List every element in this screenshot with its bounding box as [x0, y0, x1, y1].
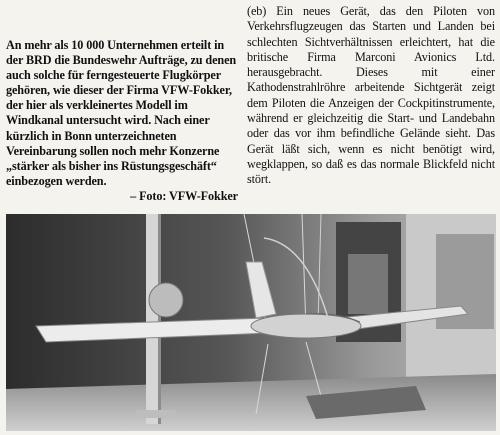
article-text: (eb) Ein neues Gerät, das den Piloten von Verkehrsflugzeugen das Starten und Landen bei schlechten Sichtverhältnissen erleichtert, hat die britische Firma Marconi Avionics Ltd. herausgebracht. Dieses mit einer Kathodenstrahlröhre arbeitende Sichtgerät zeigt dem Piloten die Anzeigen der Cockpitinstrumente, während er gleichzeitig die Start- und Landebahn oder das vor ihm befindliche Gelände sieht. Das Gerät läßt sich, wenn es nicht benötigt wird, wegklappen, so daß es das normale Blickfeld nicht stört.	[247, 4, 495, 187]
article-column	[247, 4, 495, 188]
photo-caption	[6, 38, 238, 204]
photo-credit: – Foto: VFW-Fokker	[130, 188, 238, 203]
wind-tunnel-photo	[6, 214, 496, 431]
caption-text: An mehr als 10 000 Unternehmen erteilt in der BRD die Bundeswehr Aufträge, zu denen auch solche für ferngesteuerte Flugkörper gehören, wie dieser der Firma VFW-Fokker, der hier als verkleinertes Modell im Windkanal untersucht wird. Nach einer kürzlich in Bonn unterzeichneten Vereinbarung sollen noch mehr Konzerne „stärker als bisher ins Rüstungsgeschäft“ einbezogen werden.	[6, 38, 237, 188]
wind-tunnel-illustration	[6, 214, 496, 431]
